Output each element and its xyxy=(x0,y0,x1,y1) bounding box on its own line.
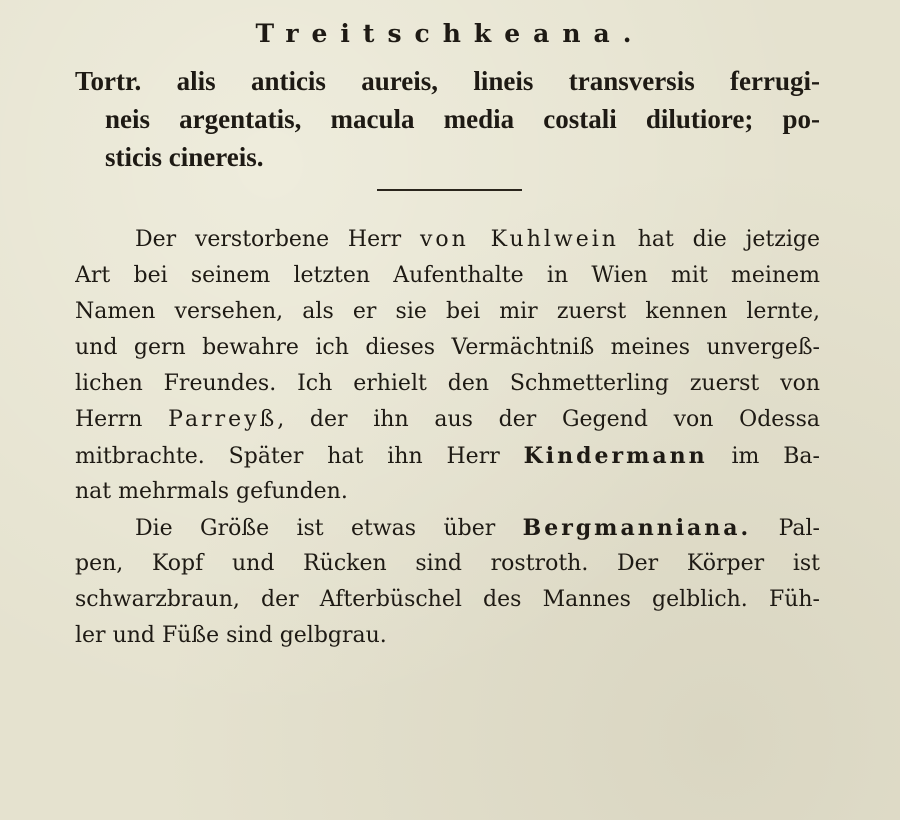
text-segment: , der ihn aus der Gegend von Odessa xyxy=(277,407,820,432)
paragraph-2-line-1 xyxy=(75,510,820,546)
person-name-parreyss: Parreyß xyxy=(168,407,278,432)
body-text xyxy=(75,222,820,654)
paragraph-2-line-3: schwarzbraun, der Afterbüschel des Mannes gelblich. Füh- xyxy=(75,587,820,612)
diagnosis-line-3: sticis cinereis. xyxy=(105,142,264,172)
latin-diagnosis xyxy=(75,62,820,176)
paragraph-1-line-2: Art bei seinem letzten Aufenthalte in Wien mit meinem xyxy=(75,263,820,288)
text-segment: im Ba- xyxy=(707,444,820,469)
paragraph-1-line-5: lichen Freundes. Ich erhielt den Schmetterling zuerst von xyxy=(75,371,820,396)
paragraph-1-line-8: nat mehrmals gefunden. xyxy=(75,479,348,504)
text-segment: Herrn xyxy=(75,407,169,432)
text-segment: mitbrachte. Später hat ihn Herr xyxy=(75,444,524,469)
diagnosis-line-2: neis argentatis, macula media costali dilutiore; po- xyxy=(105,104,820,134)
diagnosis-line-1: Tortr. alis anticis aureis, lineis transversis ferrugi- xyxy=(75,66,820,96)
person-name-kindermann: Kindermann xyxy=(523,443,708,469)
paragraph-1-line-7 xyxy=(75,438,820,474)
species-name-bergmanniana: Bergmanniana. xyxy=(522,515,752,541)
paragraph-1-line-1 xyxy=(75,222,820,258)
text-segment: Der verstorbene Herr xyxy=(135,227,420,252)
text-segment: Pal- xyxy=(751,516,820,541)
paragraph-2-line-2: pen, Kopf und Rücken sind rostroth. Der Körper ist xyxy=(75,551,820,576)
paragraph-1-line-3: Namen versehen, als er sie bei mir zuerst kennen lernte, xyxy=(75,299,820,324)
paragraph-1-line-4: und gern bewahre ich dieses Vermächtniß meines unvergeß- xyxy=(75,335,820,360)
page-title: Treitschkeana. xyxy=(255,19,645,48)
paragraph-2-line-4: ler und Füße sind gelbgrau. xyxy=(75,623,387,648)
text-segment: hat die jetzige xyxy=(618,227,820,252)
text-segment: Die Größe ist etwas über xyxy=(135,516,523,541)
paragraph-1-line-6 xyxy=(75,402,820,438)
person-name-kuhlwein: von Kuhlwein xyxy=(419,227,619,252)
section-divider xyxy=(377,189,522,191)
